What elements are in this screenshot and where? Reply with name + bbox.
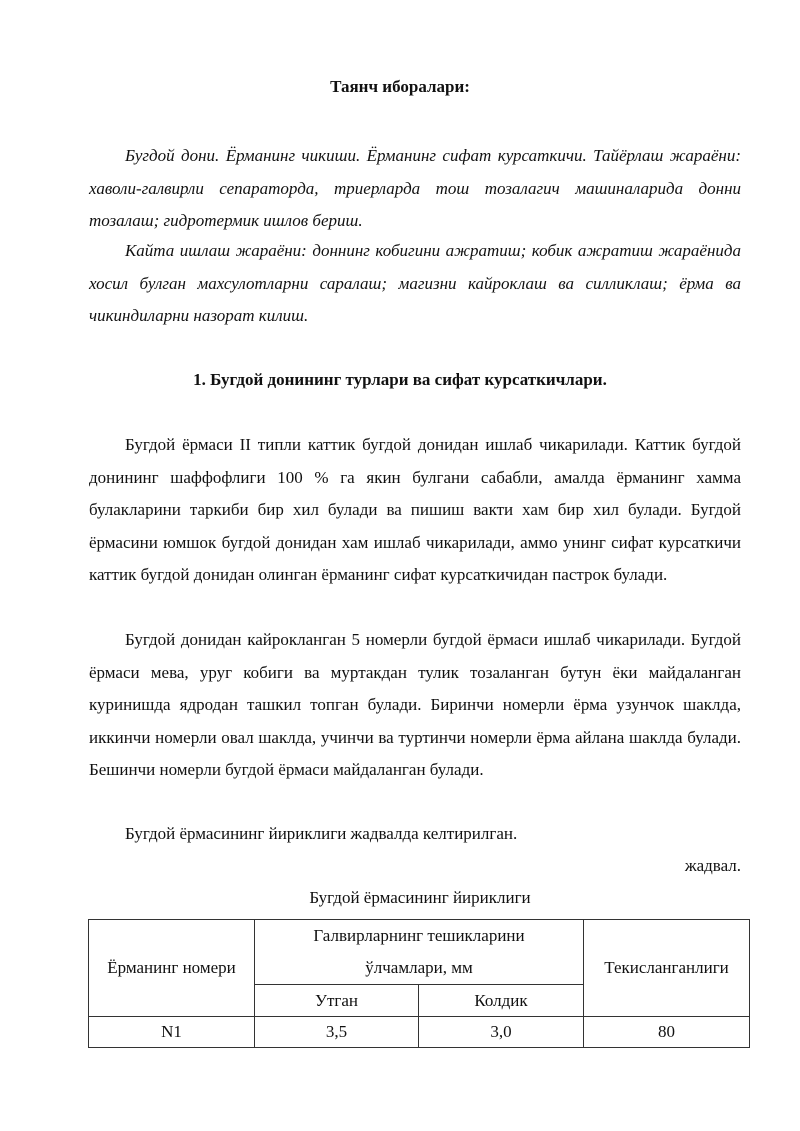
table-row	[89, 1017, 750, 1048]
body-paragraph-1: Бугдой ёрмаси II типли каттик бугдой донидан ишлаб чикарилади. Каттик бугдой донининг шаффофлиги 100 % га якин булгани сабабли, амалда ёрманинг хамма булакларини таркиби бир хил булади ва пишиш вакти хам бир хил булади. Бугдой ёрмасини юмшок бугдой донидан хам ишлаб чикарилади, аммо унинг сифат курсаткичи каттик бугдой донидан олинган ёрманинг сифат курсаткичидан пастрок булади.	[89, 435, 741, 584]
cell-number: N1	[89, 1017, 255, 1048]
body-paragraph-2: Бугдой донидан кайрокланган 5 номерли бугдой ёрмаси ишлаб чикарилади. Бугдой ёрмаси мева, уруг кобиги ва муртакдан тулик тозаланган бутун ёки майдаланган куринишда ядродан ташкил топган булади. Биринчи номерли ёрма узунчок шаклда, иккинчи номерли овал шаклда, учинчи ва туртинчи номерли ёрма айлана шаклда булади. Бешинчи номерли бугдой ёрмаси майдаланган булади.	[89, 630, 741, 779]
key-terms-paragraph-1: Бугдой дони. Ёрманинг чикиши. Ёрманинг сифат курсаткичи. Тайёрлаш жараёни: хаволи-галвирли сепараторда, триерларда тош тозалагич машиналарида донни тозалаш; гидротермик ишлов бериш.	[89, 146, 741, 230]
table-caption: Бугдой ёрмасининг йириклиги	[309, 888, 531, 907]
header-sieve-line-1: Галвирларнинг тешикларини	[313, 926, 525, 945]
section-heading: 1. Бугдой донининг турлари ва сифат курсаткичлари.	[193, 370, 607, 389]
body-paragraph-3: Бугдой ёрмасининг йириклиги жадвалда келтирилган.	[125, 824, 518, 843]
cell-flatness: 80	[584, 1017, 750, 1048]
header-sieve-sizes	[255, 920, 584, 985]
cell-retained: 3,0	[419, 1017, 584, 1048]
cell-passed: 3,5	[255, 1017, 419, 1048]
table-header-row	[89, 920, 750, 985]
key-terms-title: Таянч иборалари:	[330, 77, 470, 96]
header-flatness: Текисланганлиги	[584, 920, 750, 1017]
header-passed: Утган	[255, 985, 419, 1017]
header-sieve-line-2: ўлчамлари, мм	[365, 958, 473, 977]
key-terms-paragraph-2: Кайта ишлаш жараёни: доннинг кобигини ажратиш; кобик ажратиш жараёнида хосил булган махсулотларни саралаш; магизни кайроклаш ва силликлаш; ёрма ва чикиндиларни назорат килиш.	[89, 241, 741, 325]
header-groat-number: Ёрманинг номери	[89, 920, 255, 1017]
header-retained: Колдик	[419, 985, 584, 1017]
table-label: жадвал.	[684, 856, 741, 875]
grain-size-table	[88, 919, 750, 1048]
